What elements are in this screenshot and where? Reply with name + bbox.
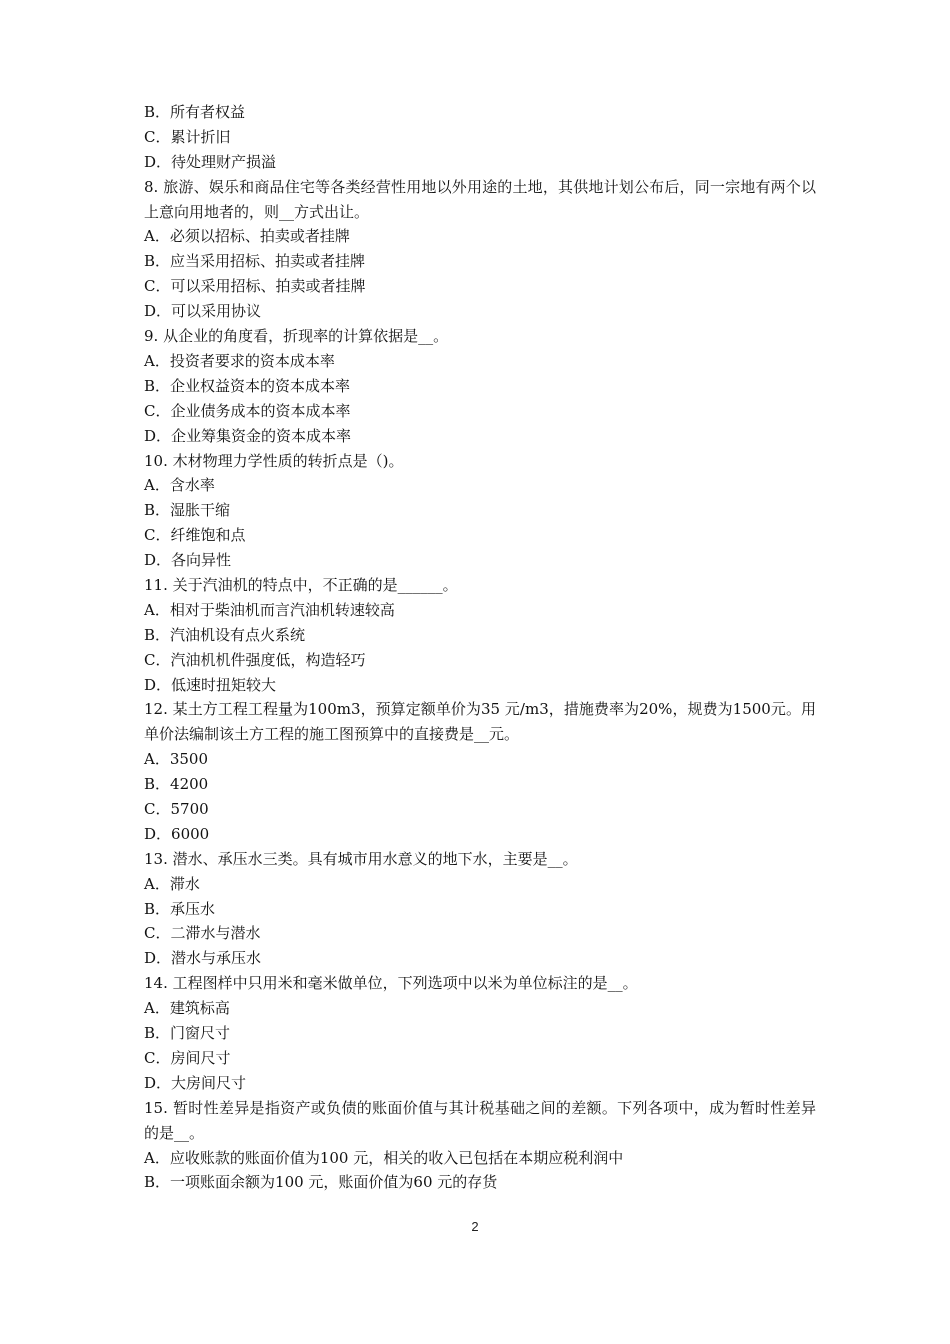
option-line: B．门窗尺寸 <box>144 1024 231 1043</box>
question-10: 10. 木材物理力学性质的转折点是（)。 <box>144 451 404 470</box>
option-line: B．湿胀干缩 <box>144 501 231 520</box>
option-line: B．承压水 <box>144 899 216 918</box>
option-line: B．4200 <box>144 775 209 794</box>
page-number: 2 <box>471 1219 479 1234</box>
option-line: D．6000 <box>144 824 210 843</box>
option-line: D．企业筹集资金的资本成本率 <box>144 426 352 445</box>
option-line: C．汽油机机件强度低，构造轻巧 <box>144 650 366 669</box>
option-line: B．企业权益资本的资本成本率 <box>144 376 351 395</box>
question-14: 14. 工程图样中只用米和毫米做单位，下列选项中以米为单位标注的是__。 <box>144 974 638 993</box>
option-line: A．应收账款的账面价值为100 元，相关的收入已包括在本期应税利润中 <box>144 1148 624 1167</box>
option-line: C．可以采用招标、拍卖或者挂牌 <box>144 277 366 296</box>
option-line: D．各向异性 <box>144 551 232 570</box>
question-12: 12. 某土方工程工程量为100m3，预算定额单价为35 元/m3，措施费率为20%，规费为1500元。用单价法编制该土方工程的施工图预算中的直接费是__元。 <box>144 700 816 744</box>
option-line: D．待处理财产损溢 <box>144 152 277 171</box>
option-line: C．累计折旧 <box>144 127 231 146</box>
document-body <box>144 100 816 1195</box>
option-line: C．5700 <box>144 800 209 818</box>
option-line: D．大房间尺寸 <box>144 1073 247 1092</box>
option-line: A．相对于柴油机而言汽油机转速较高 <box>144 600 395 619</box>
option-line: A．3500 <box>144 750 209 769</box>
option-line: C．二滞水与潜水 <box>144 924 261 943</box>
option-line: D．低速时扭矩较大 <box>144 675 277 694</box>
option-line: A．必须以招标、拍卖或者挂牌 <box>144 227 350 246</box>
question-15: 15. 暂时性差异是指资产或负债的账面价值与其计税基础之间的差额。下列各项中，成为暂时性差异的是__。 <box>144 1098 816 1142</box>
option-line: A．建筑标高 <box>144 999 230 1018</box>
option-line: B．汽油机设有点火系统 <box>144 625 306 644</box>
option-line: C．房间尺寸 <box>144 1048 231 1067</box>
option-line: C．企业债务成本的资本成本率 <box>144 401 351 420</box>
option-line: A．含水率 <box>144 476 215 495</box>
question-8: 8. 旅游、娱乐和商品住宅等各类经营性用地以外用途的土地，其供地计划公布后，同一宗地有两个以上意向用地者的，则__方式出让。 <box>144 177 816 221</box>
option-line: B．一项账面余额为100 元，账面价值为60 元的存货 <box>144 1173 498 1192</box>
option-line: A．滞水 <box>144 874 200 893</box>
option-line: B．应当采用招标、拍卖或者挂牌 <box>144 252 366 271</box>
question-9: 9. 从企业的角度看，折现率的计算依据是__。 <box>144 327 449 346</box>
option-line: B．所有者权益 <box>144 103 246 121</box>
question-11: 11. 关于汽油机的特点中，不正确的是______。 <box>144 575 458 594</box>
question-13: 13. 潜水、承压水三类。具有城市用水意义的地下水，主要是__。 <box>144 849 578 868</box>
option-line: D．可以采用协议 <box>144 302 262 321</box>
option-line: C．纤维饱和点 <box>144 526 246 545</box>
option-line: A．投资者要求的资本成本率 <box>144 351 335 370</box>
option-line: D．潜水与承压水 <box>144 949 262 968</box>
